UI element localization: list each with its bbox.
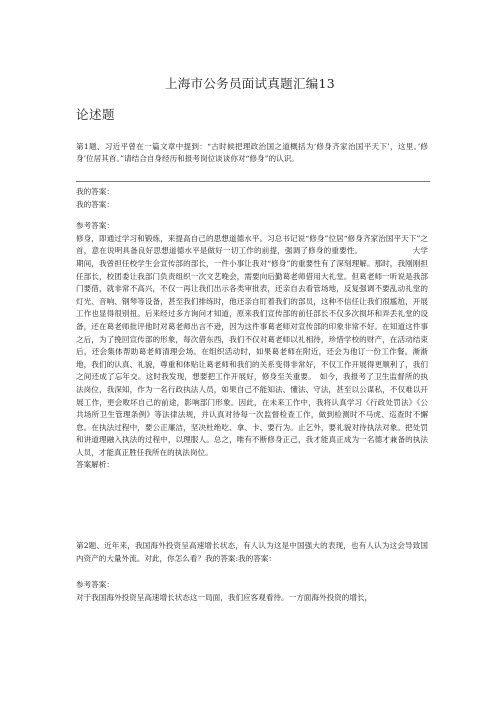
reference-answer-label: 参考答案： [76,580,114,589]
page-title: 上海市公务员面试真题汇编13 [164,76,336,91]
reference-answer-text: 对于我国海外投资呈高速增长状态这一局面，我们应客观看待。一方面海外投资的增长， [76,592,373,602]
my-answer-label: 我的答案： [76,199,114,209]
reference-answer-text: 修身，即通过学习和锻炼，来提高自己的思想道德水平。习总书记说“修身”位居“修身齐家治国平天下”之首，意在说明具备良好思想道德水平是做好一切工作的前提，强调了修身的重要性。 大学期间，我曾担任校学生会宣传部的部长，一件小事让我对“修身”的重要性有了深刻理解。那时，我刚刚担任部长，校团委让我部门负责组织一次文艺晚会，需要向后勤葛老师借用大礼堂。但葛老师一听说是我部门要借，就非常不高兴，不仅一再让我们出示各类审批表，还亲自去看管场地，反复强调不要乱动礼堂的灯光、音响、钢琴等设备，甚至我们排练时，他还亲自盯着我们的部员，这种不信任让我们很尴尬，开展工作也显得很别扭。后来经过多方询问才知道，原来我们宣传部的前任部长不仅多次损坏和弄丢礼堂的设备，还在葛老师批评他时对葛老师出言不逊，因为这件事葛老师对宣传部的印象非常不好。在知道这件事之后，为了挽回宣传部的形象，每次借东西，我们不仅对葛老师以礼相待，珍惜学校的财产，在活动结束后，还会集体帮助葛老师清理会场。在组织活动时，如果葛老师在附近，还会为他订一份工作餐。渐渐地，我们的认真、礼貌，尊重和体贴让葛老师和我们的关系变得非常好，不仅工作开展得更顺利了，我们之间还成了忘年交。这时我发现，想要把工作开展好，修身至关重要。 如今，我报考了卫生监督所的执法岗位，我深知，作为一名行政执法人员，如果自己不能知法、懂法、守法，甚至以公谋私，不仅难以开展工作，更会败坏自己的前途，影响部门形象。因此，在未来工作中，我将认真学习《行政处罚法》《公共场所卫生管理条例》等法律法规，并认真对待每一次监督检查工作，做到检测时不马虎、巡查时不懈怠。在执法过程中，要公正廉洁，坚决杜绝吃、拿、卡、要行为。止乞外，要礼貌对待执法对象。把处罚和讲道理融入执法的过程中，以理服人。总之，唯有不断修身正己，我才能真正成为一名德才兼备的执法人员，才能真正胜任我所在的执法岗位。 [76,233,428,457]
reference-answer-label: 参考答案： [76,221,114,231]
question-2 [76,540,428,565]
question-2-text: 第2题、近年来，我国海外投资呈高速增长状态，有人认为这是中国强大的表现，也有人认为这会导致国内资产的大量外流。对此，你怎么看？我的答案:我的答案： [76,541,428,563]
my-answer-label: 我的答案： [76,187,114,196]
question-1-text: 第1题、习近平曾在一篇文章中提到：“古时候把理政治国之道概括为‘修身齐家治国平天下’，这里。’修身’位居其首。”请结合自身经历和报考岗位谈谈你对“修身”的认识。 [76,141,428,164]
answer-analysis-label: 答案解析： [76,460,114,470]
divider-line [76,181,430,182]
section-heading: 论述题 [76,107,116,122]
answer-1-block [76,186,428,472]
question-1 [76,133,428,173]
answer-2-block [76,579,428,604]
